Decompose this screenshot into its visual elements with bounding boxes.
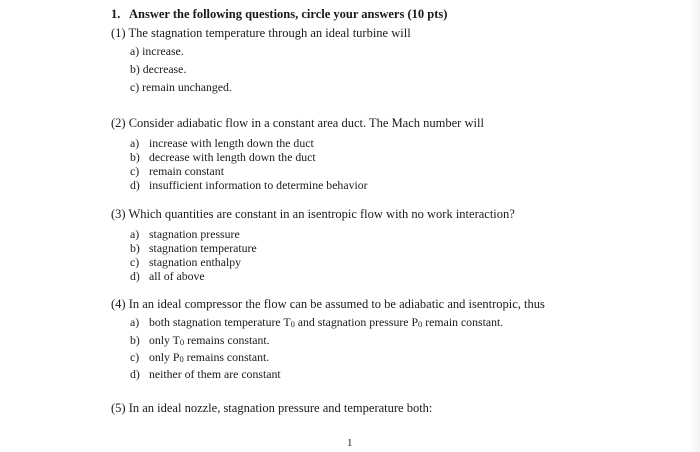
q3-option-b[interactable] [130,241,257,256]
subscript: 0 [179,354,184,364]
q4-option-b[interactable] [130,333,270,348]
subscript: 0 [179,337,185,347]
q3-option-d[interactable] [130,269,205,284]
option-label: c) [130,80,140,94]
q2-option-d[interactable] [130,178,368,193]
option-label: b) [130,62,140,76]
q4-option-d[interactable] [130,367,281,382]
option-text: decrease with length down the duct [148,150,316,164]
subscript: 0 [290,319,295,329]
q2-option-a[interactable] [130,136,314,151]
q4-option-c[interactable] [130,350,269,365]
page-edge-shadow [690,0,700,452]
page-number: 1 [347,437,353,449]
heading-text: Answer the following questions, circle your answers (10 pts) [129,7,448,21]
option-label: d) [130,367,140,381]
option-label: b) [130,150,140,164]
question-5-prompt: (5) In an ideal nozzle, stagnation pressure and temperature both: [111,401,433,415]
q1-option-b[interactable] [130,62,186,77]
option-text: decrease. [142,62,187,76]
question-1-prompt: (1) The stagnation temperature through an ideal turbine will [111,26,411,40]
q4-option-a[interactable] [130,315,503,330]
q2-option-c[interactable] [130,164,224,179]
option-label: b) [130,333,140,347]
option-label: c) [130,164,140,178]
option-label: c) [130,255,140,269]
q1-option-a[interactable] [130,44,184,59]
q1-option-c[interactable] [130,80,232,95]
option-label: b) [130,241,140,255]
option-label: d) [130,178,140,192]
option-text: neither of them are constant [148,367,281,381]
option-text: stagnation pressure [148,227,240,241]
option-label: c) [130,350,140,364]
option-label: a) [130,44,140,58]
heading-number: 1. [111,7,121,21]
question-4-prompt: (4) In an ideal compressor the flow can be assumed to be adiabatic and isentropic, thus [111,297,545,311]
option-text: remain unchanged. [142,80,232,94]
question-2-prompt: (2) Consider adiabatic flow in a constant area duct. The Mach number will [111,116,484,130]
option-text: stagnation enthalpy [148,255,242,269]
option-text: increase. [142,44,184,58]
option-label: a) [130,136,140,150]
option-text: insufficient information to determine behavior [148,178,368,192]
option-text: only P0 remains constant. [148,350,270,364]
option-label: a) [130,315,140,329]
option-text: only T0 remains constant. [148,333,270,347]
question-3-prompt: (3) Which quantities are constant in an isentropic flow with no work interaction? [111,207,515,221]
option-label: a) [130,227,140,241]
option-label: d) [130,269,140,283]
section-heading [111,7,447,22]
option-text: both stagnation temperature T0 and stagnation pressure P0 remain constant. [148,315,504,329]
q3-option-c[interactable] [130,255,241,270]
option-text: all of above [148,269,205,283]
option-text: remain constant [148,164,224,178]
option-text: stagnation temperature [148,241,257,255]
subscript: 0 [418,319,423,329]
option-text: increase with length down the duct [148,136,314,150]
q2-option-b[interactable] [130,150,316,165]
q3-option-a[interactable] [130,227,240,242]
